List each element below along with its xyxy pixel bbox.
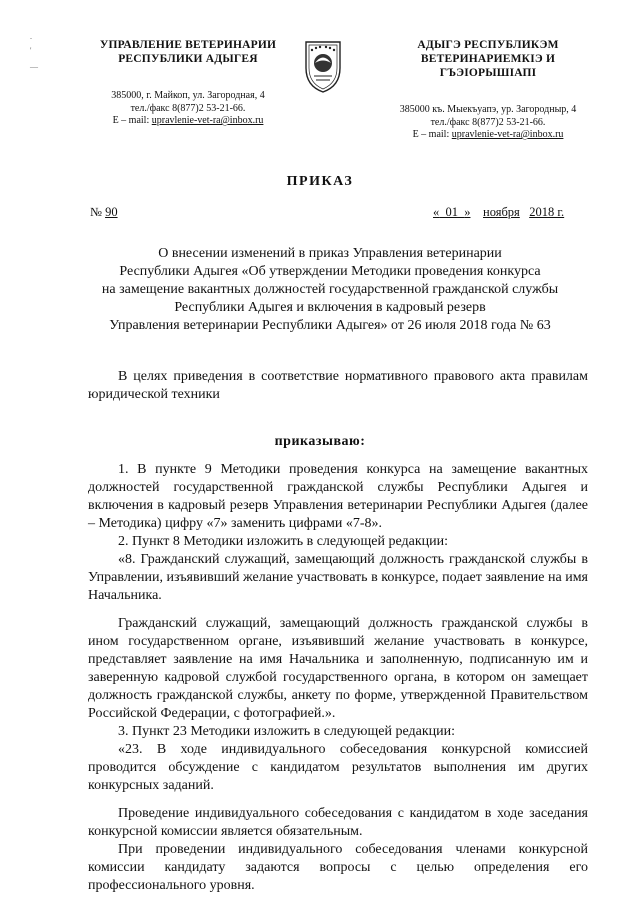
coat-of-arms-icon xyxy=(300,38,346,94)
paragraph: Проведение индивидуального собеседования с кандидатом в ходе заседания конкурсной комиссии является обязательным. xyxy=(88,806,588,839)
paragraph: Гражданский служащий, замещающий должность гражданской службы в ином государственном органе, изъявивший желание участвовать в конкурсе, представляет заявление на имя Начальника и заполненную, подписанную им и заверенную кадровой службой государственного органа, в котором он замещает должность гражданской службы, анкету по форме, утвержденной Правительством Российской Федерации, с фотографией.». xyxy=(88,616,588,721)
paragraph: «23. В ходе индивидуального собеседования конкурсной комиссией проводится обсуждение с кандидатом результатов выполнения им других конкурсных заданий. xyxy=(88,742,588,793)
paragraph: 3. Пункт 23 Методики изложить в следующей редакции: xyxy=(118,724,456,739)
margin-mark: . xyxy=(30,32,32,41)
paragraph: При проведении индивидуального собеседования членами конкурсной комиссии кандидату задаются вопросы с целью определения его профессионального уровня. xyxy=(88,842,588,893)
order-subject: О внесении изменений в приказ Управления ветеринарии Республики Адыгея «Об утверждении Методики проведения конкурса на замещение вакантных должностей государственной гражданской службы Республики Адыгея и включения в кадровый резерв Управления ветеринарии Республики Адыгея» от 26 июля 2018 года № 63 xyxy=(101,246,559,333)
order-number: № 90 xyxy=(90,205,118,219)
decree-word: приказываю: xyxy=(274,434,366,449)
address-ru: 385000, г. Майкоп, ул. Загородная, 4 тел./факс 8(877)2 53-21-66. E – mail: upravlenie-vet-ra@inbox.ru xyxy=(111,90,265,126)
document-title: ПРИКАЗ xyxy=(286,174,354,189)
email-link[interactable]: upravlenie-vet-ra@inbox.ru xyxy=(451,129,564,140)
header-right xyxy=(378,38,598,142)
margin-mark: ' xyxy=(30,46,32,55)
margin-mark: — xyxy=(30,62,38,71)
paragraph: «8. Гражданский служащий, замещающий должность гражданской службы в Управлении, изъявивший желание участвовать в конкурсе, подает заявление на имя Начальника. xyxy=(88,552,588,603)
header-left xyxy=(88,38,288,128)
address-adyghe: 385000 къ. Мыекъуапэ, ур. Загородныр, 4 тел./факс 8(877)2 53-21-66. E – mail: upravlenie-vet-ra@inbox.ru xyxy=(399,104,577,140)
paragraph: 2. Пункт 8 Методики изложить в следующей редакции: xyxy=(118,534,449,549)
org-name-adyghe: АДЫГЭ РЕСПУБЛИКЭМ ВЕТЕРИНАРИЕМКIЭ И ГЪЭIОРЫШIАПI xyxy=(417,39,559,79)
preamble: В целях приведения в соответствие нормативного правового акта правилам юридической техники xyxy=(88,369,588,402)
order-date: « 01 » ноября 2018 г. xyxy=(433,205,565,219)
email-link[interactable]: upravlenie-vet-ra@inbox.ru xyxy=(151,115,264,126)
paragraph: 1. В пункте 9 Методики проведения конкурса на замещение вакантных должностей государственной гражданской службы Республики Адыгея и включения в кадровый резерв Управления ветеринарии Республики Адыгея (далее – Методика) цифру «7» заменить цифрами «7-8». xyxy=(88,462,588,531)
order-body xyxy=(88,461,588,895)
org-name-ru: УПРАВЛЕНИЕ ВЕТЕРИНАРИИ РЕСПУБЛИКИ АДЫГЕЯ xyxy=(99,39,277,65)
